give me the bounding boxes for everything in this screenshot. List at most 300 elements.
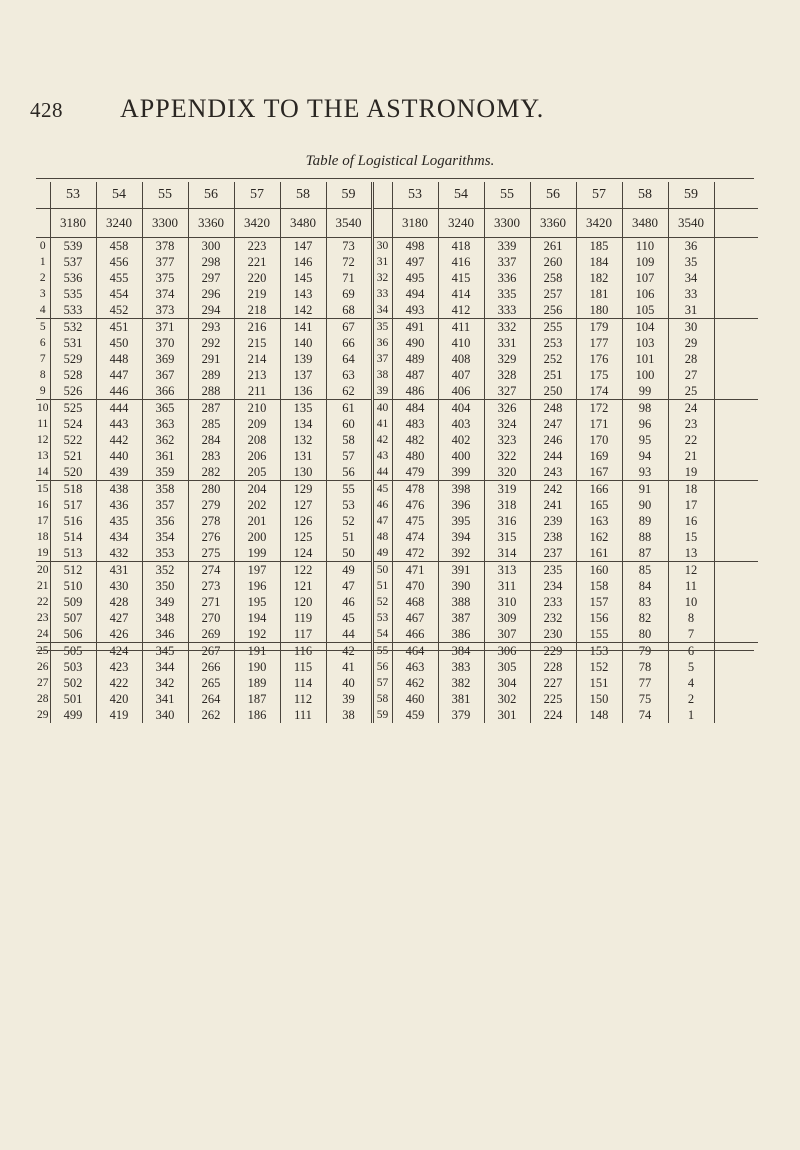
log-value: 141 [280,319,326,336]
log-value: 499 [50,707,96,723]
log-value: 38 [326,707,372,723]
log-value: 219 [234,286,280,302]
table-caption: Table of Logistical Logarithms. [305,153,495,169]
log-value: 142 [280,302,326,319]
log-value: 129 [280,481,326,498]
table-row [36,432,758,448]
right-margin-cell [714,182,758,209]
log-value: 403 [438,416,484,432]
log-value: 27 [668,367,714,383]
log-value: 516 [50,513,96,529]
log-value: 201 [234,513,280,529]
log-value: 415 [438,270,484,286]
log-value: 17 [668,497,714,513]
log-value: 320 [484,464,530,481]
log-value: 152 [576,659,622,675]
log-value: 153 [576,643,622,660]
log-value: 381 [438,691,484,707]
log-value: 475 [392,513,438,529]
right-margin-cell [714,691,758,707]
log-value: 517 [50,497,96,513]
log-value: 273 [188,578,234,594]
right-margin-cell [714,432,758,448]
log-value: 275 [188,545,234,562]
degree-header: 58 [622,182,668,209]
seconds-header: 3240 [96,209,142,238]
log-value: 398 [438,481,484,498]
log-value: 285 [188,416,234,432]
row-index: 40 [372,400,392,417]
log-value: 454 [96,286,142,302]
log-value: 466 [392,626,438,643]
log-value: 91 [622,481,668,498]
row-index: 39 [372,383,392,400]
row-index: 56 [372,659,392,675]
table-row [36,335,758,351]
row-index: 19 [37,547,49,559]
log-value: 251 [530,367,576,383]
row-index: 2 [39,272,46,284]
log-value: 410 [438,335,484,351]
log-value: 230 [530,626,576,643]
log-value: 46 [326,594,372,610]
log-value: 436 [96,497,142,513]
corner-cell [36,209,50,238]
log-value: 353 [142,545,188,562]
log-value: 228 [530,659,576,675]
right-margin-cell [714,367,758,383]
log-value: 127 [280,497,326,513]
log-value: 539 [50,238,96,255]
log-value: 411 [438,319,484,336]
log-value: 374 [142,286,188,302]
log-value: 310 [484,594,530,610]
log-value: 67 [326,319,372,336]
log-value: 68 [326,302,372,319]
row-index: 48 [372,529,392,545]
seconds-header: 3240 [438,209,484,238]
log-value: 165 [576,497,622,513]
log-value: 292 [188,335,234,351]
log-value: 258 [530,270,576,286]
log-value: 119 [280,610,326,626]
table-row [36,481,758,498]
log-value: 216 [234,319,280,336]
log-value: 274 [188,562,234,579]
log-value: 8 [668,610,714,626]
row-index: 11 [37,418,49,430]
degree-header: 57 [576,182,622,209]
log-value: 513 [50,545,96,562]
log-value: 49 [326,562,372,579]
log-value: 490 [392,335,438,351]
log-value: 520 [50,464,96,481]
right-margin-cell [714,675,758,691]
row-index: 25 [36,643,50,660]
degree-header: 54 [96,182,142,209]
log-value: 447 [96,367,142,383]
log-value: 225 [530,691,576,707]
log-value: 252 [530,351,576,367]
log-value: 233 [530,594,576,610]
log-value: 510 [50,578,96,594]
log-value: 455 [96,270,142,286]
row-index: 27 [37,677,49,689]
log-value: 446 [96,383,142,400]
log-value: 16 [668,513,714,529]
log-value: 196 [234,578,280,594]
right-margin-cell [714,464,758,481]
log-value: 195 [234,594,280,610]
log-value: 99 [622,383,668,400]
log-value: 337 [484,254,530,270]
right-margin-cell [714,383,758,400]
logarithm-table-container [36,182,754,722]
log-value: 533 [50,302,96,319]
log-value: 279 [188,497,234,513]
table-top-rule [36,178,754,179]
log-value: 294 [188,302,234,319]
log-value: 177 [576,335,622,351]
log-value: 122 [280,562,326,579]
log-value: 24 [668,400,714,417]
log-value: 483 [392,416,438,432]
log-value: 502 [50,675,96,691]
log-value: 62 [326,383,372,400]
degree-header: 59 [668,182,714,209]
log-value: 326 [484,400,530,417]
log-value: 209 [234,416,280,432]
log-value: 213 [234,367,280,383]
log-value: 227 [530,675,576,691]
log-value: 75 [622,691,668,707]
log-value: 264 [188,691,234,707]
degree-header: 59 [326,182,372,209]
right-margin-cell [714,659,758,675]
log-value: 174 [576,383,622,400]
row-index: 52 [372,594,392,610]
log-value: 260 [530,254,576,270]
right-margin-cell [714,286,758,302]
row-index: 49 [372,545,392,562]
row-index: 8 [39,369,46,381]
log-value: 125 [280,529,326,545]
table-row [36,691,758,707]
log-value: 352 [142,562,188,579]
log-value: 247 [530,416,576,432]
log-value: 109 [622,254,668,270]
log-value: 267 [188,643,234,660]
log-value: 55 [326,481,372,498]
log-value: 501 [50,691,96,707]
log-value: 210 [234,400,280,417]
row-index: 12 [37,434,49,446]
log-value: 440 [96,448,142,464]
log-value: 388 [438,594,484,610]
log-value: 400 [438,448,484,464]
log-value: 106 [622,286,668,302]
log-value: 362 [142,432,188,448]
log-value: 238 [530,529,576,545]
log-value: 79 [622,643,668,660]
log-value: 12 [668,562,714,579]
row-index: 57 [372,675,392,691]
log-value: 463 [392,659,438,675]
degree-header: 56 [188,182,234,209]
log-value: 111 [280,707,326,723]
log-value: 418 [438,238,484,255]
table-row [36,626,758,643]
log-value: 121 [280,578,326,594]
log-value: 302 [484,691,530,707]
log-value: 107 [622,270,668,286]
log-value: 150 [576,691,622,707]
log-value: 498 [392,238,438,255]
log-value: 332 [484,319,530,336]
log-value: 243 [530,464,576,481]
row-index: 38 [372,367,392,383]
log-value: 472 [392,545,438,562]
log-value: 83 [622,594,668,610]
table-row [36,254,758,270]
log-value: 406 [438,383,484,400]
row-index: 59 [372,707,392,723]
log-value: 419 [96,707,142,723]
log-value: 176 [576,351,622,367]
page-number: 428 [30,98,63,122]
log-value: 156 [576,610,622,626]
log-value: 339 [484,238,530,255]
log-value: 206 [234,448,280,464]
log-value: 161 [576,545,622,562]
log-value: 105 [622,302,668,319]
log-value: 414 [438,286,484,302]
log-value: 306 [484,643,530,660]
log-value: 35 [668,254,714,270]
row-index: 26 [37,661,49,673]
log-value: 327 [484,383,530,400]
log-value: 151 [576,675,622,691]
log-value: 160 [576,562,622,579]
log-value: 348 [142,610,188,626]
log-value: 126 [280,513,326,529]
table-row [36,675,758,691]
log-value: 336 [484,270,530,286]
log-value: 424 [96,643,142,660]
log-value: 246 [530,432,576,448]
log-value: 365 [142,400,188,417]
log-value: 369 [142,351,188,367]
log-value: 110 [622,238,668,255]
log-value: 34 [668,270,714,286]
log-value: 270 [188,610,234,626]
log-value: 468 [392,594,438,610]
log-value: 282 [188,464,234,481]
log-value: 532 [50,319,96,336]
log-value: 170 [576,432,622,448]
row-index: 44 [372,464,392,481]
log-value: 300 [188,238,234,255]
table-row [36,286,758,302]
log-value: 536 [50,270,96,286]
log-value: 64 [326,351,372,367]
log-value: 45 [326,610,372,626]
log-value: 423 [96,659,142,675]
log-value: 186 [234,707,280,723]
log-value: 349 [142,594,188,610]
seconds-header: 3360 [188,209,234,238]
log-value: 42 [326,643,372,660]
log-value: 484 [392,400,438,417]
seconds-header: 3360 [530,209,576,238]
log-value: 359 [142,464,188,481]
row-index: 30 [372,238,392,255]
right-margin-cell [714,335,758,351]
log-value: 506 [50,626,96,643]
log-value: 478 [392,481,438,498]
right-margin-cell [714,351,758,367]
log-value: 148 [576,707,622,723]
log-value: 399 [438,464,484,481]
log-value: 390 [438,578,484,594]
row-index: 34 [372,302,392,319]
log-value: 114 [280,675,326,691]
log-value: 331 [484,335,530,351]
row-index: 28 [37,693,49,705]
right-margin-cell [714,416,758,432]
log-value: 172 [576,400,622,417]
table-row [36,545,758,562]
log-value: 518 [50,481,96,498]
log-value: 396 [438,497,484,513]
seconds-header-row [36,209,758,238]
row-index: 29 [37,709,49,721]
row-index: 1 [39,256,46,268]
log-value: 33 [668,286,714,302]
log-value: 427 [96,610,142,626]
log-value: 78 [622,659,668,675]
log-value: 36 [668,238,714,255]
log-value: 74 [622,707,668,723]
log-value: 333 [484,302,530,319]
log-value: 422 [96,675,142,691]
log-value: 52 [326,513,372,529]
row-index: 0 [39,240,46,252]
row-index: 33 [372,286,392,302]
log-value: 291 [188,351,234,367]
degree-header: 57 [234,182,280,209]
log-value: 200 [234,529,280,545]
log-value: 309 [484,610,530,626]
log-value: 497 [392,254,438,270]
table-row [36,594,758,610]
log-value: 358 [142,481,188,498]
log-value: 432 [96,545,142,562]
row-index: 18 [37,531,49,543]
log-value: 280 [188,481,234,498]
log-value: 250 [530,383,576,400]
table-row [36,367,758,383]
log-value: 2 [668,691,714,707]
log-value: 157 [576,594,622,610]
log-value: 521 [50,448,96,464]
log-value: 467 [392,610,438,626]
row-index: 13 [37,450,49,462]
table-row [36,302,758,319]
log-value: 507 [50,610,96,626]
log-value: 387 [438,610,484,626]
log-value: 60 [326,416,372,432]
row-index: 35 [372,319,392,336]
log-value: 57 [326,448,372,464]
log-value: 197 [234,562,280,579]
table-row [36,351,758,367]
right-margin-cell [714,529,758,545]
log-value: 28 [668,351,714,367]
table-row [36,383,758,400]
log-value: 61 [326,400,372,417]
log-value: 237 [530,545,576,562]
log-value: 324 [484,416,530,432]
log-value: 491 [392,319,438,336]
log-value: 395 [438,513,484,529]
right-margin-cell [714,562,758,579]
log-value: 56 [326,464,372,481]
row-index: 47 [372,513,392,529]
table-row [36,448,758,464]
log-value: 180 [576,302,622,319]
log-value: 531 [50,335,96,351]
log-value: 71 [326,270,372,286]
log-value: 375 [142,270,188,286]
log-value: 316 [484,513,530,529]
table-row [36,416,758,432]
log-value: 486 [392,383,438,400]
log-value: 451 [96,319,142,336]
log-value: 431 [96,562,142,579]
log-value: 147 [280,238,326,255]
log-value: 115 [280,659,326,675]
row-index: 54 [372,626,392,643]
log-value: 435 [96,513,142,529]
log-value: 261 [530,238,576,255]
row-index: 50 [372,562,392,579]
log-value: 136 [280,383,326,400]
log-value: 158 [576,578,622,594]
row-index: 3 [39,288,46,300]
degrees-header-row [36,182,758,209]
log-value: 155 [576,626,622,643]
corner-cell [372,209,392,238]
log-value: 239 [530,513,576,529]
log-value: 444 [96,400,142,417]
row-index: 43 [372,448,392,464]
log-value: 5 [668,659,714,675]
log-value: 439 [96,464,142,481]
log-value: 202 [234,497,280,513]
log-value: 535 [50,286,96,302]
log-value: 77 [622,675,668,691]
row-index: 14 [37,466,49,478]
log-value: 104 [622,319,668,336]
log-value: 452 [96,302,142,319]
log-value: 181 [576,286,622,302]
log-value: 412 [438,302,484,319]
row-index: 21 [37,580,49,592]
log-value: 253 [530,335,576,351]
corner-cell [36,182,50,209]
log-value: 459 [392,707,438,723]
